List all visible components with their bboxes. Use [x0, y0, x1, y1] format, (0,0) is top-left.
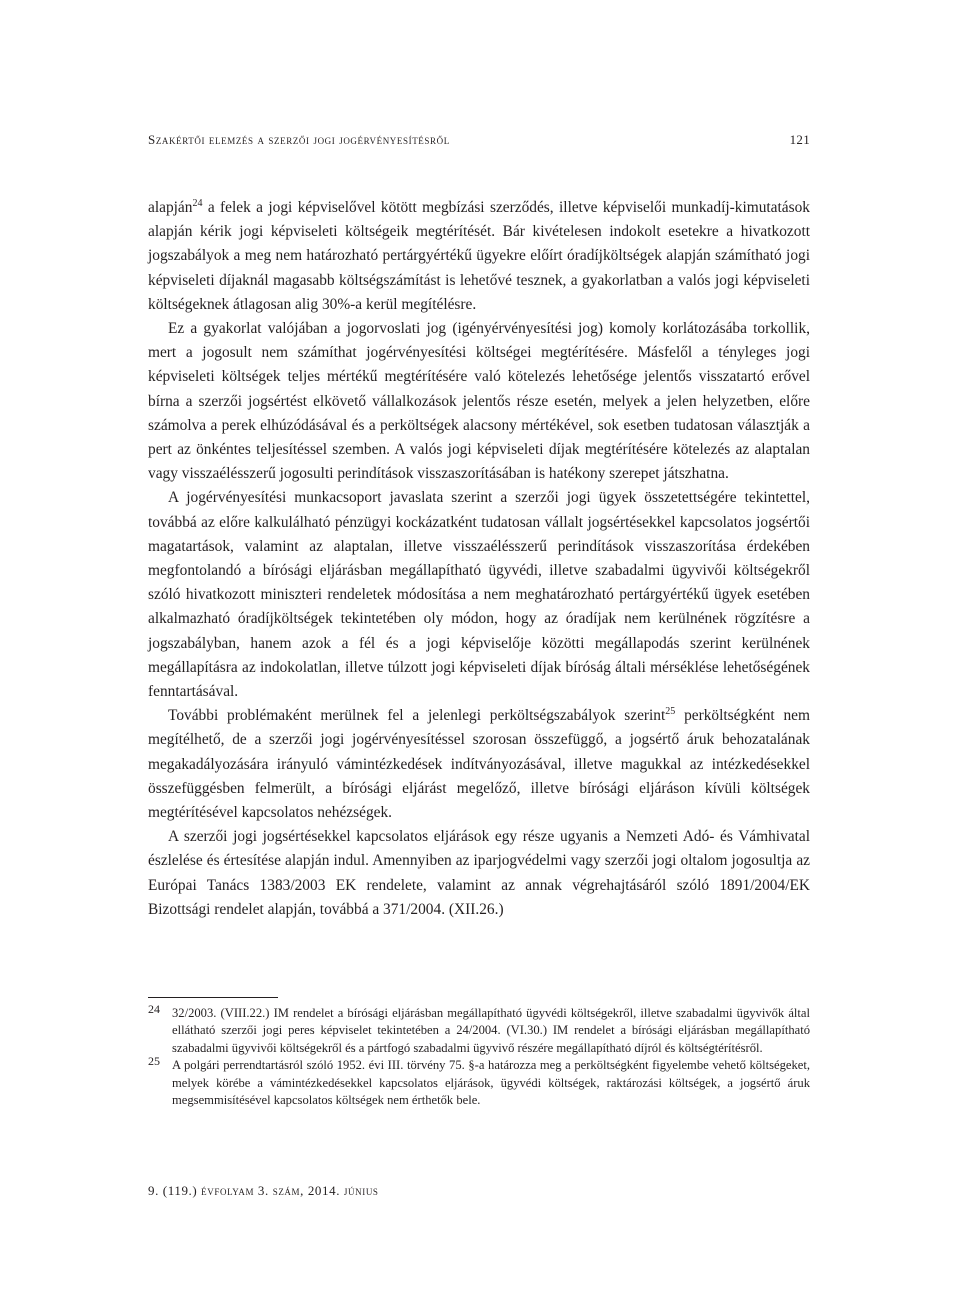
paragraph-4-rest: perköltségként nem megítélhető, de a szerzői jogi jogérvényesítéssel szorosan összefüggő, a jogsértő áruk behozatalának megakadályozására irányuló vámintézkedések indítványozásával, illetve magukkal az intézkedésekkel összefüggésben felmerült, a bírósági eljárást megelőző, illetve bírósági eljáráson kívüli költségek megtérítésével kapcsolatos nehézségek.: [148, 707, 810, 822]
footnote-number: 25: [148, 1054, 160, 1069]
paragraph-2: Ez a gyakorlat valójában a jogorvoslati jog (igényérvényesítési jog) komoly korlátozásába torkollik, mert a jogosult nem számíthat jogérvényesítési költségei megtérítésére. Másfelől a tényleges jogi képviseleti költségek teljes mértékű megtérítésére való kötelezés lehetősége jelentős visszatartó erővel bírna a szerzői jogsértést elkövető vállalkozások jelentős része esetén, melyek a jelen helyzetben, előre számolva a perek elhúzódásával és a perköltségek alacsony mértékével, sok esetben tudatosan választják a pert az önkéntes teljesítéssel szemben. A valós jogi képviseleti díjak megtérítésére kötelezés az alaptalan vagy visszaélésszerű jogosulti perindítások visszaszorításában is hatékony szerepet játszhatna.: [148, 320, 810, 483]
footnote-ref-24[interactable]: 24: [192, 198, 203, 209]
paragraph-1-start: alapján: [148, 199, 193, 216]
paragraph-1-rest: a felek a jogi képviselővel kötött megbízási szerződés, illetve képviselői munkadíj-kimutatások alapján kérik jogi képviseleti költségeik megtérítését. Bár kivételesen indokolt esetekre a hivatkozott jogszabályok a meg nem határozható pertárgyértékű ügyekre előírt óradíjköltségek alapján számítható jogi képviseleti díjaknál magasabb költségszámítást is lehetővé tesznek, a gyakorlatban a valós jogi képviseleti költségeknek átlagosan alig 30%-a kerül megítélésre.: [148, 199, 810, 313]
paragraph-5: A szerzői jogi jogsértésekkel kapcsolatos eljárások egy része ugyanis a Nemzeti Adó- és Vámhivatal észlelése és értesítése alapján indul. Amennyiben az iparjogvédelmi vagy szerzői jogi oltalom jogosultja az Európai Tanács 1383/2003 EK rendelete, valamint az annak végrehajtásáról szóló 1891/2004/EK Bizottsági rendelet alapján, továbbá a 371/2004. (XII.26.): [148, 828, 810, 918]
footnote-25: [148, 1054, 810, 1109]
running-head: [148, 132, 810, 148]
paragraph-1: [148, 196, 810, 317]
footnote-number: 24: [148, 1002, 160, 1016]
page-number: 121: [789, 132, 810, 147]
footnote-divider: [148, 997, 278, 998]
paragraph-3: A jogérvényesítési munkacsoport javaslata szerint a szerzői jogi ügyek összetettségére tekintettel, továbbá az előre kalkulálható pénzügyi kockázatként tudatosan vállalt jogsértésekkel kapcsolatos jogsértői magatartások, valamint az alaptalan, illetve visszaélésszerű perindítások visszaszorítása érdekében megfontolandó a bírósági eljárásban megállapítható ügyvédi, illetve szabadalmi ügyvivői költségekről szóló hivatkozott miniszteri rendeletek módosítása a nem meghatározható pertárgyértékű ügyek esetében alkalmazható óradíjköltségek tekintetében oly módon, hogy az óradíjak nem kerülnének rögzítésre a jogszabályban, hanem azok a fél és a jogi képviselője közötti megállapodás szerint kerülnének megállapításra az indokolatlan, illetve túlzott jogi képviseleti díjak bíróság általi mérséklése lehetőségének fenntartásával.: [148, 489, 810, 701]
footnote-text: A polgári perrendtartásról szóló 1952. évi III. törvény 75. §-a határozza meg a perköltségként figyelembe vehető költségeket, melyek körébe a vámintézkedésekkel kapcsolatos eljárások, ügyvédi költségek, raktározási költségek, a jogsértő áruk megsemmisítésével kapcsolatos költségek nem érthetők bele.: [172, 1058, 810, 1108]
footnotes: [148, 1002, 810, 1109]
paragraph-4: [148, 704, 810, 825]
paragraph-4-start: További problémaként merülnek fel a jelenlegi perköltségszabályok szerint: [168, 707, 666, 725]
footnote-ref-25[interactable]: 25: [665, 706, 676, 718]
main-text: [148, 196, 810, 922]
footnote-24: [148, 1002, 810, 1057]
issue-footer: 9. (119.) évfolyam 3. szám, 2014. június: [148, 1183, 379, 1198]
running-title: Szakértői elemzés a szerzői jogi jogérvényesítésről: [148, 132, 450, 147]
footnote-text: 32/2003. (VIII.22.) IM rendelet a bírósági eljárásban megállapítható ügyvédi költségekről, illetve szabadalmi ügyvivők által ellátható szerzői jogi peres képviselet tekintetében a 24/2004. (VI.30.) IM rendelet a bírósági eljárásban megállapítható szabadalmi ügyvivői költségekről és a pártfogó szabadalmi ügyvivő részére megállapítható díjról és költségtérítésről.: [172, 1006, 810, 1055]
